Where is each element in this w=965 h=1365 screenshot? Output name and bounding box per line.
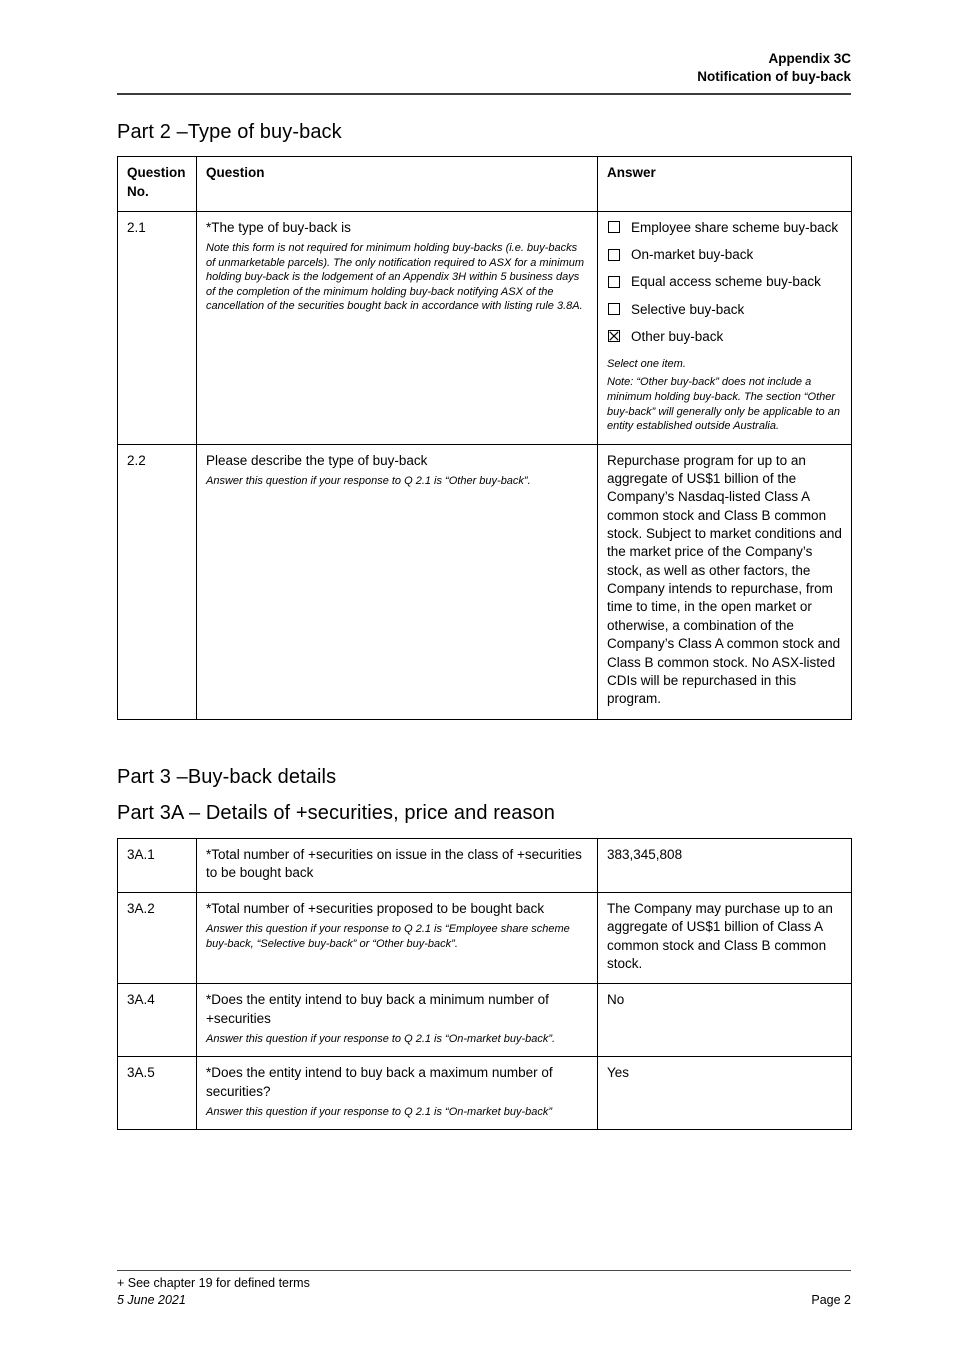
question-text-3a-2: *Total number of +securities proposed to be bought back bbox=[206, 901, 545, 917]
option-employee-share-scheme bbox=[607, 219, 843, 237]
option-equal-access bbox=[607, 273, 843, 291]
answer-cell-3a-2 bbox=[598, 893, 852, 984]
question-no-3a-2: 3A.2 bbox=[118, 893, 197, 984]
question-note-3a-4: Answer this question if your response to Q 2.1 is “On-market buy-back”. bbox=[206, 1032, 556, 1045]
appendix-title: Appendix 3C bbox=[768, 51, 851, 66]
question-no-2-2: 2.2 bbox=[118, 444, 197, 719]
table-row-3a-1 bbox=[118, 838, 852, 892]
defined-terms-note: + See chapter 19 for defined terms bbox=[117, 1276, 310, 1290]
table-row-3a-4 bbox=[118, 984, 852, 1057]
question-text-3a-1: *Total number of +securities on issue in the class of +securities to be bought back bbox=[206, 846, 582, 880]
col-header-answer: Answer bbox=[598, 157, 852, 211]
option-label: Employee share scheme buy-back bbox=[631, 219, 839, 235]
question-cell-3a-4 bbox=[197, 984, 598, 1057]
question-no-3a-1: 3A.1 bbox=[118, 838, 197, 892]
answer-cell-3a-1 bbox=[598, 838, 852, 892]
page-content bbox=[117, 0, 851, 1130]
table-row-3a-5 bbox=[118, 1057, 852, 1130]
footer-date: 5 June 2021 bbox=[117, 1292, 186, 1307]
other-buyback-note: Note: “Other buy-back” does not include a minimum holding buy-back. The section “Other buy-back” will generally only be applicable to an entity established outside Australia. bbox=[607, 376, 840, 433]
question-note-2-1: Note this form is not required for minimum holding buy-backs (i.e. buy-backs of unmarketable parcels). The only notification required to ASX for a minimum holding buy-back is the lodgement of an Appendix 3H within 5 business days of the completion of the minimum holding buy-back notifying ASX of the cancellation of the securities bought back in accordance with listing rule 3.8A. bbox=[206, 242, 585, 313]
option-other bbox=[607, 328, 843, 346]
question-no-3a-4: 3A.4 bbox=[118, 984, 197, 1057]
option-on-market bbox=[607, 246, 843, 264]
checkbox-employee-share-scheme[interactable] bbox=[608, 221, 620, 233]
question-note-3a-2: Answer this question if your response to Q 2.1 is “Employee share scheme buy-back, “Selective buy-back” or “Other buy-back”. bbox=[206, 923, 570, 950]
question-cell-2-2 bbox=[197, 444, 598, 719]
checkbox-equal-access[interactable] bbox=[608, 276, 620, 288]
page-footer bbox=[117, 1270, 851, 1309]
question-text-3a-5: *Does the entity intend to buy back a maximum number of securities? bbox=[206, 1065, 553, 1099]
answer-text-3a-5: Yes bbox=[607, 1065, 630, 1081]
question-cell-3a-1 bbox=[197, 838, 598, 892]
question-cell-2-1 bbox=[197, 211, 598, 444]
option-label: Equal access scheme buy-back bbox=[631, 274, 821, 290]
col-header-question: Question bbox=[197, 157, 598, 211]
answer-cell-3a-4 bbox=[598, 984, 852, 1057]
question-note-2-2: Answer this question if your response to Q 2.1 is “Other buy-back”. bbox=[206, 474, 531, 487]
checkbox-on-market[interactable] bbox=[608, 249, 620, 261]
part3a-heading: Part 3A – Details of +securities, price and reason bbox=[117, 801, 556, 824]
question-no-3a-5: 3A.5 bbox=[118, 1057, 197, 1130]
document-header bbox=[117, 0, 851, 95]
checkbox-selective[interactable] bbox=[608, 303, 620, 315]
table-row-3a-2 bbox=[118, 893, 852, 984]
question-text-3a-4: *Does the entity intend to buy back a minimum number of +securities bbox=[206, 992, 549, 1026]
answer-cell-3a-5 bbox=[598, 1057, 852, 1130]
answer-cell-2-2 bbox=[598, 444, 852, 719]
page-number: Page 2 bbox=[811, 1292, 851, 1307]
option-label: Other buy-back bbox=[631, 328, 724, 344]
option-selective bbox=[607, 301, 843, 319]
part2-heading: Part 2 –Type of buy-back bbox=[117, 121, 342, 144]
question-cell-3a-5 bbox=[197, 1057, 598, 1130]
col-header-question-no: Question No. bbox=[118, 157, 197, 211]
footer-row bbox=[117, 1292, 851, 1309]
option-label: Selective buy-back bbox=[631, 301, 745, 317]
question-note-3a-5: Answer this question if your response to Q 2.1 is “On-market buy-back” bbox=[206, 1105, 553, 1118]
question-no-2-1: 2.1 bbox=[118, 211, 197, 444]
answer-cell-2-1 bbox=[598, 211, 852, 444]
appendix-subtitle: Notification of buy-back bbox=[697, 69, 851, 85]
question-cell-3a-2 bbox=[197, 893, 598, 984]
part3a-table bbox=[117, 838, 852, 1131]
part3-heading: Part 3 –Buy-back details bbox=[117, 765, 337, 788]
part2-table bbox=[117, 156, 852, 719]
question-text-2-2: Please describe the type of buy-back bbox=[206, 452, 428, 468]
part2-header-row bbox=[118, 157, 852, 211]
answer-text-3a-2: The Company may purchase up to an aggregate of US$1 billion of Class A common stock and Class B common stock. bbox=[607, 901, 833, 972]
question-text-2-1: *The type of buy-back is bbox=[206, 219, 351, 235]
table-row-2-2 bbox=[118, 444, 852, 719]
answer-text-3a-4: No bbox=[607, 992, 625, 1008]
checkbox-other[interactable] bbox=[608, 330, 620, 342]
answer-text-3a-1: 383,345,808 bbox=[607, 846, 683, 862]
option-label: On-market buy-back bbox=[631, 247, 754, 263]
table-row-2-1 bbox=[118, 211, 852, 444]
answer-text-2-2: Repurchase program for up to an aggregate of US$1 billion of the Company’s Nasdaq-listed Class A common stock and Class B common stock. Subject to market conditions and the market price of the Company’s stock, as well as other factors, the Company intends to repurchase, from time to time, in the open market or otherwise, a combination of the Company’s Class A common stock and Class B common stock. No ASX-listed CDIs will be repurchased in this program. bbox=[607, 452, 842, 707]
select-one-item-note: Select one item. bbox=[607, 357, 686, 370]
